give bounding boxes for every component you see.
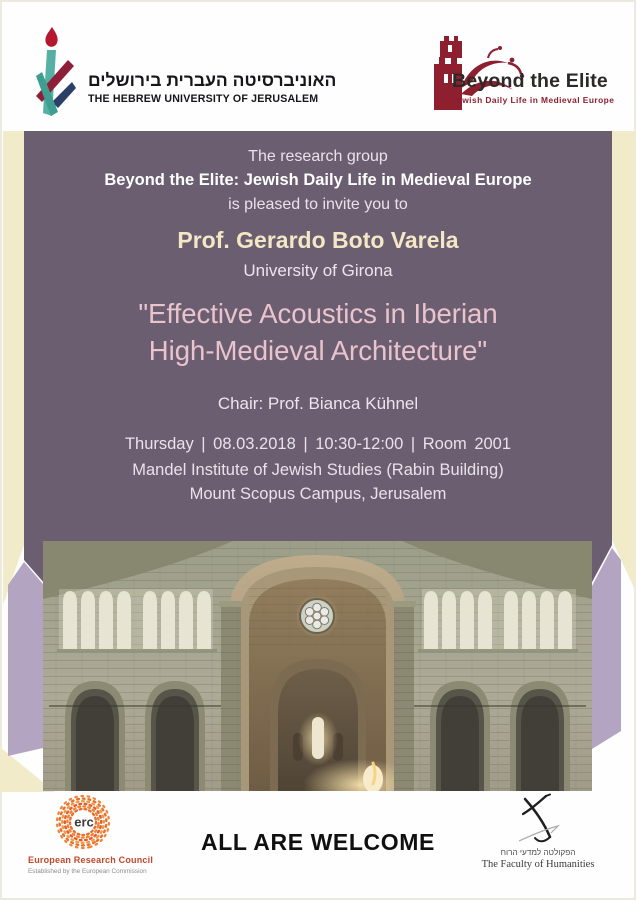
lecture-title-line-1: "Effective Acoustics in Iberian: [138, 298, 498, 329]
speaker-name: Prof. Gerardo Boto Varela: [177, 227, 459, 253]
erc-tagline: Established by the European Commission: [28, 868, 147, 875]
huji-name-hebrew: האוניברסיטה העברית בירושלים: [88, 69, 337, 90]
lavender-shape-left: [8, 562, 43, 756]
intro-line-1: The research group: [248, 148, 388, 165]
huji-logo: [28, 26, 336, 118]
beige-strip-left: [3, 131, 24, 605]
erc-name: European Research Council: [28, 855, 154, 865]
venue-line-1: Mandel Institute of Jewish Studies (Rabin Building): [132, 461, 504, 479]
bte-subtitle: Jewish Daily Life in Medieval Europe: [452, 95, 615, 105]
huji-torch-icon: [28, 26, 76, 118]
church-interior-photo: [43, 541, 592, 791]
chair-line: Chair: Prof. Bianca Kühnel: [217, 394, 419, 413]
lecture-title-line-2: High-Medieval Architecture": [148, 335, 488, 366]
church-nave-illustration: [43, 541, 592, 791]
faculty-humanities-glyph-icon: [515, 793, 561, 845]
research-group-name: Beyond the Elite: Jewish Daily Life in Medieval Europe: [104, 171, 532, 189]
erc-acronym: erc: [74, 814, 94, 830]
faculty-name-english: The Faculty of Humanities: [481, 859, 595, 870]
bte-title: Beyond the Elite: [452, 70, 608, 92]
intro-line-2: is pleased to invite you to: [228, 196, 408, 213]
beige-strip-right: [612, 131, 635, 590]
huji-name-english: THE HEBREW UNIVERSITY OF JERUSALEM: [88, 92, 319, 105]
all-are-welcome-text: ALL ARE WELCOME: [201, 829, 435, 855]
faculty-logo-block: [458, 793, 618, 870]
date-time-room-line: Thursday | 08.03.2018 | 10:30-12:00 | Room 2001: [124, 435, 512, 453]
lavender-shape-right: [592, 548, 621, 749]
venue-line-2: Mount Scopus Campus, Jerusalem: [189, 485, 447, 503]
speaker-affiliation: University of Girona: [243, 261, 393, 280]
faculty-name-hebrew: הפקולטה למדעי הרוח: [500, 848, 576, 857]
